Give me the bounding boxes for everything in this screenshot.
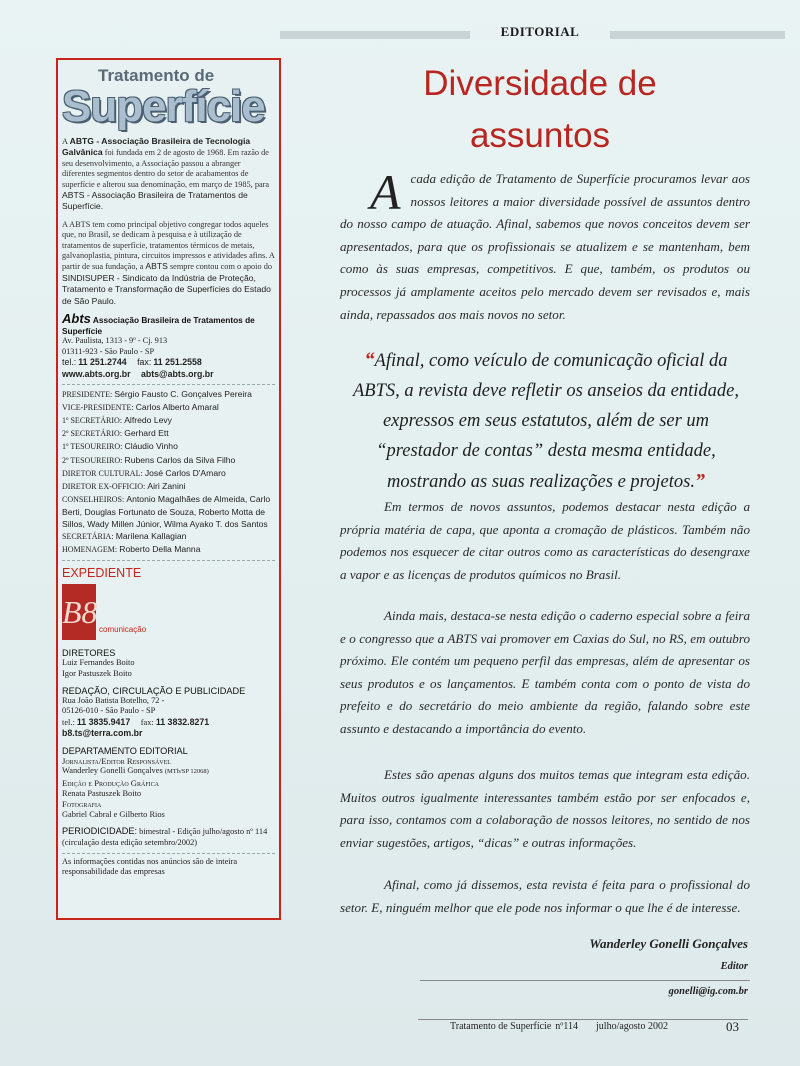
logo-line2: Superfície	[62, 82, 265, 131]
board-row: 1º TESOUREIRO: Cláudio Vinho	[62, 441, 178, 452]
divider	[62, 560, 275, 561]
abts-fax: 11 251.2558	[153, 357, 202, 368]
board-row: VICE-PRESIDENTE: Carlos Alberto Amaral	[62, 402, 219, 413]
article-paragraph-3: Ainda mais, destaca-se nesta edição o caderno especial sobre a feira e o congresso que a ABTS vai promover em Caxias do Sul, no RS, em outubro próximo. Ele contém um pequeno perfil das empresas, além de apresentar os seus produtos e os lançamentos. E também conta com o ponto de vista do prefeito e do secretário do meio ambiente da região, falando sobre este assunto e destacando a importância do evento.	[340, 608, 750, 736]
author-email-link[interactable]: gonelli@ig.com.br	[668, 986, 748, 997]
section-label: EDITORIAL	[470, 24, 610, 40]
magazine-logo	[62, 64, 275, 136]
divider	[62, 384, 275, 385]
director-name: Luiz Fernandes Boito	[62, 658, 135, 668]
dept-heading: DEPARTAMENTO EDITORIAL	[62, 745, 188, 756]
author-signature: Wanderley Gonelli Gonçalves	[589, 936, 748, 951]
author-role: Editor	[720, 961, 748, 972]
about-abtg: A ABTG - Associação Brasileira de Tecnologia Galvânica foi fundada em 2 de agosto de 1968. Em razão de seu desenvolvimento, a Associação passou a abranger diferentes segmentos dentro do setor de acabamentos de superfície e alterou sua denominação, em março de 1985, para ABTS - Associação Brasileira de Tratamentos de Superfície.	[62, 136, 270, 212]
redacao-fax: 11 3832.8271	[155, 716, 210, 727]
board-row: DIRETOR EX-OFFICIO: Airi Zanini	[62, 480, 186, 491]
periodicity: PERIODICIDADE: bimestral - Edição julho/agosto nº 114 (circulação desta edição setembro/2002)	[62, 826, 268, 848]
about-abts: A ABTS tem como principal objetivo congregar todos aqueles que, no Brasil, se dedicam à pesquisa e à utilização de tratamentos de superfície, tratamentos térmicos de metais, galvanoplastia, pintura, circuitos impressos e atividades afins. A partir de sua fundação, a ABTS sempre contou com o apoio do SINDISUPER - Sindicato da Indústria de Proteção, Tratamento e Transformação de Superfícies do Estado de São Paulo.	[62, 219, 275, 306]
divider	[62, 853, 275, 854]
b8-logo-text: comunicação	[99, 625, 147, 635]
board-row: SECRETÁRIA: Marilena Kallagian	[62, 531, 187, 542]
article-paragraph-1: Acada edição de Tratamento de Superfície procuramos levar aos nossos leitores a maior diversidade possível de assuntos dentro do nosso campo de atuação. Afinal, sabemos que novos conceitos devem ser apresentados, para que os profissionais se atualizem e se mantenham, bem como às suas empresas, competitivos. E que, também, os produtos ou processos já amplamente aceitos pelo mercado devem ser revisados e, mais ainda, repassados aos mais novos no setor.	[340, 164, 750, 322]
redacao-phone: 11 3835.9417	[76, 716, 131, 727]
page-footer	[0, 1013, 800, 1035]
footer-rule	[418, 1019, 748, 1020]
footer-issue: nº114	[555, 1021, 579, 1032]
b8-logo	[62, 584, 275, 640]
b8-logo-mark: B8	[62, 584, 96, 640]
signature-rule	[420, 980, 750, 981]
abts-logo: Abts	[62, 311, 91, 327]
pull-quote: “Afinal, como veículo de comunicação oficial da ABTS, a revista deve refletir os anseios da entidade, expressos em seus estatutos, além de ser um “prestador de contas” desta mesma entidade, mostrando as suas realizações e projetos.”	[352, 349, 740, 492]
board-row: CONSELHEIROS: Antonio Magalhães de Almeida, Carlo Berti, Douglas Fortunato de Souza, Roberto Motta de Sillos, Wady Millen Júnior, Wilma Ayako T. dos Santos	[62, 493, 271, 530]
drop-cap: A	[370, 164, 401, 220]
footer-text	[450, 1021, 686, 1032]
board-row: HOMENAGEM: Roberto Della Manna	[62, 544, 201, 555]
expediente-title: EXPEDIENTE	[62, 566, 142, 581]
board-row: 2º TESOUREIRO: Rubens Carlos da Silva Filho	[62, 454, 236, 465]
directors-heading: DIRETORES	[62, 648, 116, 659]
article-paragraph-4: Estes são apenas alguns dos muitos temas que integram esta edição. Muitos outros igualmente interessantes também estão por ser enfocados e, para isso, contamos com a colaboração de nossos leitores, no sentido de nos enviar sugestões, artigos, “dicas” e outras informações.	[340, 767, 750, 850]
board-list	[62, 388, 275, 556]
abts-phone: 11 251.2744	[78, 357, 127, 368]
disclaimer: As informações contidas nos anúncios são de inteira responsabilidade das empresas	[62, 856, 238, 877]
sidebar-masthead: Tratamento de Superfície A ABTG - Associação Brasileira de Tecnologia Galvânica foi fundada em 2 de agosto de 1968. Em razão de seu desenvolvimento, a Associação passou a abranger diferentes segmentos dentro do setor de acabamentos de superfície e alterou sua denominação, em março de 1985, para ABTS - Associação Brasileira de Tratamentos de Superfície. A ABTS tem como principal objetivo congregar todos aqueles que, no Brasil, se dedicam à pesquisa e à utilização de tratamentos de superfície, tratamentos térmicos de metais, galvanoplastia, pintura, circuitos impressos e atividades afins. A partir de sua fundação, a ABTS sempre contou com o apoio do SINDISUPER - Sindicato da Indústria de Proteção, Tratamento e Transformação de Superfícies do Estado de São Paulo. Abts Associação Brasileira de Tratamentos de Superfície Av. Paulista, 1313 - 9º - Cj. 913 01311-923 - São Paulo - SP tel.: 11 251.2744 fax: 11 251.2558 www.abts.org.br abts@abts.org.br PRESIDENTE: Sérgio Fausto C. Gonçalves Pereira VICE-PRESIDENTE: Carlos Alberto Amaral 1º SECRETÁRIO: Alfredo Levy 2º SECRETÁRIO: Gerhard Ett 1º TESOUREIRO: Cláudio Vinho 2º TESOUREIRO: Rubens Carlos da Silva Filho DIRETOR CULTURAL: José Carlos D'Amaro DIRETOR EX-OFFICIO: Airi Zanini CONSELHEIROS: Antonio Magalhães de Almeida, Carlo Berti, Douglas Fortunato de Souza, Roberto Motta de Sillos, Wady Millen Júnior, Wilma Ayako T. dos Santos SECRETÁRIA: Marilena Kallagian HOMENAGEM: Roberto Della Manna EXPEDIENTE B8 comunicação DIRETORES Luiz Fernandes Boito Igor Pastuszek Boito REDAÇÃO, CIRCULAÇÃO E PUBLICIDADE Rua João Batista Botelho, 72 - 05126-010 - São Paulo - SP tel.: 11 3835.9417 fax: 11 3832.8271 b8.ts@terra.com.br DEPARTAMENTO EDITORIAL Jornalista/Editor Responsável Wanderley Gonelli Gonçalves (MTb/SP 12068) Edição e Produção Gráfica Renata Pastuszek Boito Fotografia Gabriel Cabral e Gilberto Rios PERIODICIDADE: bimestral - Edição julho/agosto nº 114 (circulação desta edição setembro/2002) As informações contidas nos anúncios são de inteira responsabilidade das empresas	[56, 58, 281, 920]
board-row: PRESIDENTE: Sérgio Fausto C. Gonçalves Pereira	[62, 389, 252, 400]
abts-email-link[interactable]: abts@abts.org.br	[140, 368, 214, 379]
article-title: Diversidade de assuntos	[423, 64, 657, 155]
abts-website-link[interactable]: www.abts.org.br	[62, 368, 131, 379]
board-row: 1º SECRETÁRIO: Alfredo Levy	[62, 415, 172, 426]
board-row: 2º SECRETÁRIO: Gerhard Ett	[62, 428, 169, 439]
abts-contact: Abts Associação Brasileira de Tratamentos de Superfície Av. Paulista, 1313 - 9º - Cj. 913 01311-923 - São Paulo - SP tel.: 11 251.2744 fax: 11 251.2558 www.abts.org.br abts@abts.org.br	[62, 311, 255, 379]
director-name: Igor Pastuszek Boito	[62, 668, 132, 678]
footer-date: julho/agosto 2002	[596, 1021, 668, 1032]
page-number: 03	[726, 1019, 739, 1034]
redacao-heading: REDAÇÃO, CIRCULAÇÃO E PUBLICIDADE	[62, 685, 246, 696]
logo-line1: Tratamento de	[98, 66, 215, 85]
article-paragraph-2: Em termos de novos assuntos, podemos destacar nesta edição a própria matéria de capa, que aponta a cromação de plásticos. Também não podemos nos esquecer de citar outros como as características do desengraxe a vapor e as licenças de produtos químicos no Brasil.	[340, 499, 750, 582]
board-row: DIRETOR CULTURAL: José Carlos D'Amaro	[62, 467, 226, 478]
quote-close-mark: ”	[695, 470, 705, 492]
footer-magazine: Tratamento de Superfície	[450, 1021, 552, 1032]
quote-open-mark: “	[364, 349, 375, 371]
article-paragraph-5: Afinal, como já dissemos, esta revista é feita para o profissional do setor. E, ninguém melhor que ele pode nos informar o que lhe é de interesse.	[340, 877, 750, 915]
redacao-email-link[interactable]: b8.ts@terra.com.br	[62, 728, 143, 739]
